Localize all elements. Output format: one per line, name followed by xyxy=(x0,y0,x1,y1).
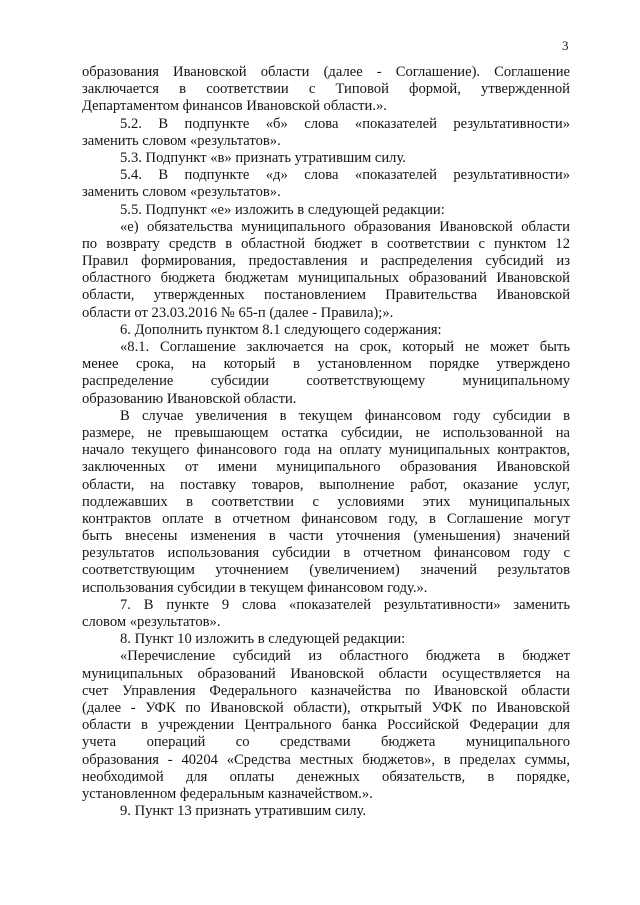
text-line: 6. Дополнить пунктом 8.1 следующего содержания: xyxy=(120,321,442,338)
text-line: счет Управления Федерального казначейства по Ивановской области xyxy=(82,682,570,699)
text-line: 8. Пункт 10 изложить в следующей редакции: xyxy=(120,631,406,648)
document-body xyxy=(82,64,570,820)
text-line: результатов использования субсидии в отчетном финансовом году с xyxy=(82,545,570,562)
text-line: областного бюджета бюджетам муниципальных образований Ивановской xyxy=(82,270,570,287)
text-line: 7. В пункте 9 слова «показателей результативности» заменить xyxy=(120,596,570,613)
text-line: заменить словом «результатов». xyxy=(82,132,281,149)
text-line: «Перечисление субсидий из областного бюджета в бюджет xyxy=(120,648,570,665)
page-number: 3 xyxy=(562,38,569,53)
text-line: 5.2. В подпункте «б» слова «показателей результативности» xyxy=(120,115,570,132)
text-line: словом «результатов». xyxy=(82,614,221,630)
text-line: (далее - УФК по Ивановской области), открытый УФК по Ивановской xyxy=(82,699,570,716)
text-line: образования - 40204 «Средства местных бюджетов», в пределах суммы, xyxy=(82,751,570,768)
text-line: учета операций со средствами бюджета муниципального xyxy=(82,734,570,751)
text-line: 5.5. Подпункт «е» изложить в следующей редакции: xyxy=(120,201,445,218)
text-line: начало текущего финансового года на оплату муниципальных контрактов, xyxy=(82,442,570,459)
text-line: заключается в соответствии с Типовой формой, утвержденной xyxy=(82,81,570,98)
text-line: «8.1. Соглашение заключается на срок, который не может быть xyxy=(120,339,570,355)
text-line: В случае увеличения в текущем финансовом году субсидии в xyxy=(120,407,570,424)
text-line: Правил формирования, предоставления и распределения субсидий из xyxy=(82,253,570,270)
text-line: заключенных от имени муниципального образования Ивановской xyxy=(82,459,570,476)
text-line: соответствующим уточнением (увеличением) значений результатов xyxy=(82,562,570,579)
text-line: использования субсидии в текущем финансовом году.». xyxy=(82,579,428,596)
text-line: области, утвержденных постановлением Правительства Ивановской xyxy=(82,287,570,304)
text-line: необходимой для оплаты денежных обязательств, в порядке, xyxy=(82,768,570,785)
text-line: области, на поставку товаров, выполнение работ, оказание услуг, xyxy=(82,476,570,493)
text-line: 5.4. В подпункте «д» слова «показателей результативности» xyxy=(120,167,570,184)
text-line: области от 23.03.2016 № 65-п (далее - Правила);». xyxy=(82,304,394,321)
text-line: установленном федеральным казначейством.». xyxy=(82,785,373,802)
text-line: размере, не превышающем остатка субсидии, не использованной на xyxy=(82,424,570,441)
text-line: заменить словом «результатов». xyxy=(82,184,281,201)
text-line: подлежавших в соответствии с условиями этих муниципальных xyxy=(82,493,570,510)
text-line: «е) обязательства муниципального образования Ивановской области xyxy=(120,218,570,235)
text-line: распределение субсидии соответствующему муниципальному xyxy=(82,373,570,390)
text-line: 5.3. Подпункт «в» признать утратившим силу. xyxy=(120,149,406,166)
text-line: по возврату средств в областной бюджет в соответствии с пунктом 12 xyxy=(82,235,570,252)
text-line: Департаментом финансов Ивановской области.». xyxy=(82,98,387,115)
text-line: муниципальных образований Ивановской области осуществляется на xyxy=(82,665,570,682)
text-line: образования Ивановской области (далее - Соглашение). Соглашение xyxy=(82,64,570,80)
text-line: быть внесены изменения в части уточнения (уменьшения) значений xyxy=(82,528,570,545)
text-line: области в учреждении Центрального банка Российской Федерации для xyxy=(82,717,570,734)
text-line: 9. Пункт 13 признать утратившим силу. xyxy=(120,803,366,820)
text-line: контрактов оплате в отчетном финансовом году, в Соглашение могут xyxy=(82,510,570,527)
text-line: менее срока, на который в установленном порядке утверждено xyxy=(82,356,570,373)
text-line: образованию Ивановской области. xyxy=(82,390,297,407)
